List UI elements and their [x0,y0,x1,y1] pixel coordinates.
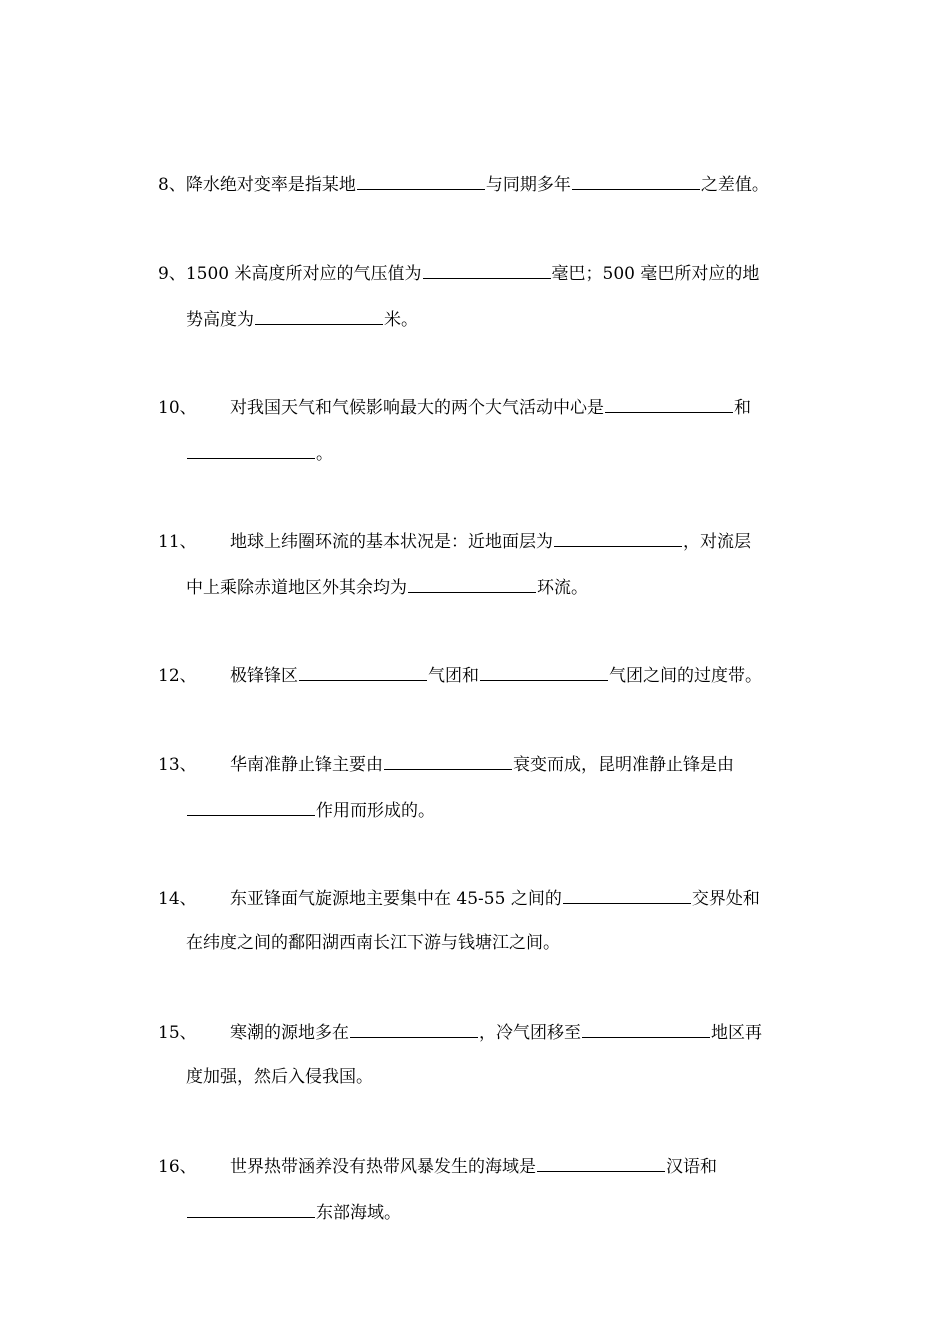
question-text: 环流。 [537,578,588,598]
question-text: 衰变而成，昆明准静止锋是由 [513,755,734,775]
answer-blank[interactable] [537,1154,665,1172]
question-number: 9、 [158,264,186,284]
question-number: 12、 [158,666,197,686]
answer-blank[interactable] [350,1020,478,1038]
answer-blank[interactable] [255,307,383,325]
question-line-2 [158,932,818,954]
question-10 [158,395,818,463]
answer-blank[interactable] [187,1200,315,1218]
question-text: 地球上纬圈环流的基本状况是：近地面层为 [230,532,553,552]
question-number: 8、 [158,175,186,195]
question-text: 极锋锋区 [230,666,298,686]
answer-blank[interactable] [299,663,427,681]
question-text: 降水绝对变率是指某地 [185,175,356,195]
question-line-2 [158,575,818,597]
question-line-1 [158,752,818,774]
answer-blank[interactable] [563,886,691,904]
question-text: 。 [316,444,333,464]
question-line-2 [158,1200,818,1222]
question-text: 之差值。 [700,175,769,195]
answer-blank[interactable] [357,172,485,190]
answer-blank[interactable] [384,752,512,770]
answer-blank[interactable] [187,798,315,816]
question-line-1 [158,395,818,417]
answer-blank[interactable] [554,529,682,547]
question-9 [158,261,818,329]
question-line-1 [158,529,818,551]
question-text: 东亚锋面气旋源地主要集中在 45-55 之间的 [230,889,562,909]
question-text: 和 [734,398,751,418]
question-number: 15、 [158,1023,197,1043]
answer-blank[interactable] [572,172,700,190]
question-number: 16、 [158,1157,197,1177]
question-text: 米。 [384,310,418,330]
question-text: 华南准静止锋主要由 [230,755,383,775]
question-text: 在纬度之间的鄱阳湖西南长江下游与钱塘江之间。 [186,933,560,953]
question-text: 东部海域。 [316,1203,401,1223]
question-text: 度加强，然后入侵我国。 [186,1067,373,1087]
question-15 [158,1020,818,1088]
question-text: ，冷气团移至 [479,1023,581,1043]
question-13 [158,752,818,820]
question-line-2 [158,307,818,329]
question-line-1 [158,1020,818,1042]
question-line-1 [158,663,818,685]
question-8 [158,172,818,194]
answer-blank[interactable] [605,395,733,413]
question-line-1 [158,172,818,194]
answer-blank[interactable] [423,261,551,279]
answer-blank[interactable] [480,663,608,681]
question-line-2 [158,1066,818,1088]
question-text: 交界处和 [691,889,760,909]
question-line-1 [158,261,818,283]
question-text: 气团和 [428,666,479,686]
answer-blank[interactable] [408,575,536,593]
question-text: 地区再 [711,1023,762,1043]
question-text: 寒潮的源地多在 [230,1023,349,1043]
question-11 [158,529,818,597]
question-14 [158,886,818,954]
question-line-2 [158,798,818,820]
answer-blank[interactable] [582,1020,710,1038]
question-text: 势高度为 [186,310,254,330]
question-text: ，对流层 [683,532,751,552]
question-number: 10、 [158,398,197,418]
question-number: 13、 [158,755,197,775]
question-line-1 [158,886,818,908]
question-16 [158,1154,818,1222]
question-text: 毫巴；500 毫巴所对应的地 [551,264,760,284]
question-text: 汉语和 [666,1157,717,1177]
question-text: 世界热带涵养没有热带风暴发生的海域是 [230,1157,536,1177]
question-text: 作用而形成的。 [316,801,435,821]
question-text: 中上乘除赤道地区外其余均为 [186,578,407,598]
question-number: 11、 [158,532,197,552]
question-line-2 [158,441,818,463]
question-12 [158,663,818,685]
question-text: 气团之间的过度带。 [609,666,762,686]
question-text: 对我国天气和气候影响最大的两个大气活动中心是 [230,398,604,418]
question-text: 1500 米高度所对应的气压值为 [185,264,422,284]
question-line-1 [158,1154,818,1176]
answer-blank[interactable] [187,441,315,459]
question-number: 14、 [158,889,197,909]
question-text: 与同期多年 [485,175,571,195]
